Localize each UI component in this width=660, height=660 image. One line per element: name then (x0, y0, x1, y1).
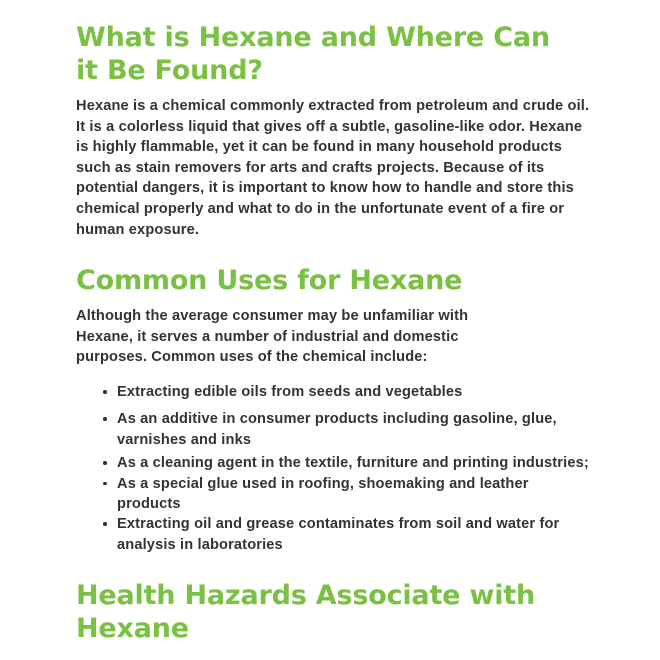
list-item (76, 409, 592, 450)
list-item (76, 453, 592, 473)
bullet-icon (103, 482, 107, 486)
common-uses-list (76, 368, 592, 555)
list-item (76, 514, 592, 555)
paragraph-what-is-hexane: Hexane is a chemical commonly extracted from petroleum and crude oil. It is a colorless liquid that gives off a subtle, gasoline-like odor. Hexane is highly flammable, yet it can be found in many household products such as stain removers for arts and crafts projects. Because of its potential dangers, it is important to know how to handle and store this chemical properly and what to do in the unfortunate event of a fire or human exposure. (76, 98, 590, 238)
list-item (76, 382, 592, 402)
article-body (76, 0, 592, 645)
list-item-label: As an additive in consumer products including gasoline, glue, varnishes and inks (117, 411, 557, 448)
bullet-icon (103, 522, 107, 526)
section-heading-health-hazards: Health Hazards Associate with Hexane (76, 580, 535, 645)
list-item-label: Extracting oil and grease contaminates from soil and water for analysis in laboratories (117, 516, 560, 553)
bullet-icon (103, 461, 107, 465)
section-heading-common-uses: Common Uses for Hexane (76, 265, 463, 297)
list-item-label: As a cleaning agent in the textile, furniture and printing industries; (117, 455, 589, 472)
list-item (76, 474, 592, 515)
bullet-icon (103, 390, 107, 394)
list-item-label: As a special glue used in roofing, shoemaking and leather products (117, 475, 529, 512)
section-heading-what-is-hexane: What is Hexane and Where Can it Be Found? (76, 22, 550, 86)
list-item-label: Extracting edible oils from seeds and vegetables (117, 383, 463, 400)
bullet-icon (103, 417, 107, 421)
paragraph-common-uses: Although the average consumer may be unfamiliar with Hexane, it serves a number of industrial and domestic purposes. Common uses of the chemical include: (76, 308, 469, 366)
